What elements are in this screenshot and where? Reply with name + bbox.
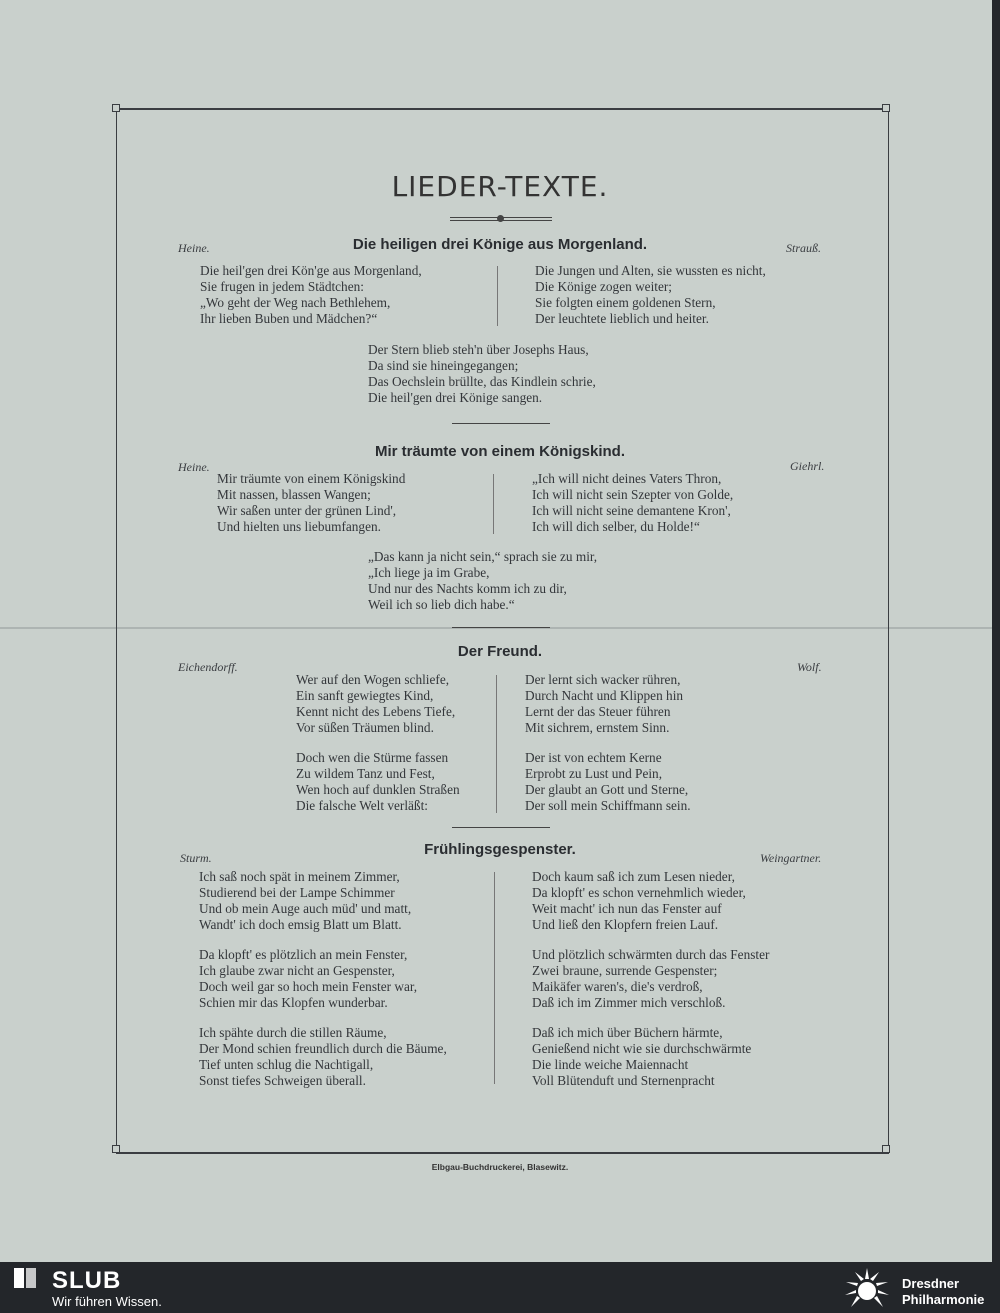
verse-line: Da klopft' es schon vernehmlich wieder,	[532, 885, 746, 900]
song-composer: Wolf.	[797, 660, 822, 674]
verse-line: Daß ich im Zimmer mich verschloß.	[532, 995, 726, 1010]
verse-line: Sie folgten einem goldenen Stern,	[535, 295, 716, 310]
verse-line: Die Jungen und Alten, sie wussten es nicht,	[535, 263, 766, 278]
verse-line: Sie frugen in jedem Städtchen:	[200, 279, 364, 294]
verse-line: „Ich will nicht deines Vaters Thron,	[532, 471, 722, 486]
verse-line: Durch Nacht und Klippen hin	[525, 688, 684, 703]
song-composer: Giehrl.	[790, 459, 825, 473]
partner-name-line2: Philharmonie	[902, 1292, 985, 1307]
song-composer: Weingartner.	[760, 851, 822, 865]
library-name: SLUB	[52, 1267, 122, 1294]
verse-line: Ihr lieben Buben und Mädchen?“	[200, 311, 378, 326]
verse-line: Die falsche Welt verläßt:	[296, 798, 428, 813]
verse-line: „Ich liege ja im Grabe,	[368, 565, 490, 580]
verse-line: Und hielten uns liebumfangen.	[217, 519, 381, 534]
verse-line: Wir saßen unter der grünen Lind',	[217, 503, 397, 518]
verse-line: Die heil'gen drei Könige sangen.	[368, 390, 543, 405]
verse-line: Ein sanft gewiegtes Kind,	[296, 688, 434, 703]
verse-line: Wandt' ich doch emsig Blatt um Blatt.	[199, 917, 402, 932]
border-corner	[112, 104, 120, 112]
partner-name-line1: Dresdner	[902, 1276, 960, 1291]
verse-line: Daß ich mich über Büchern härmte,	[532, 1025, 723, 1040]
printer-footer: Elbgau-Buchdruckerei, Blasewitz.	[431, 1162, 569, 1172]
verse-line: Da klopft' es plötzlich an mein Fenster,	[199, 947, 408, 962]
verse-line: Die heil'gen drei Kön'ge aus Morgenland,	[200, 263, 422, 278]
song-poet: Eichendorff.	[178, 660, 238, 674]
verse-line: Mit sichrem, ernstem Sinn.	[525, 720, 670, 735]
verse-line: Doch weil gar so hoch mein Fenster war,	[199, 979, 418, 994]
verse-line: Ich saß noch spät in meinem Zimmer,	[199, 869, 400, 884]
verse-line: Zu wildem Tanz und Fest,	[296, 766, 435, 781]
verse-line: Ich glaube zwar nicht an Gespenster,	[199, 963, 395, 978]
verse-line: Doch kaum saß ich zum Lesen nieder,	[532, 869, 735, 884]
column-divider	[497, 266, 498, 326]
verse-line: Der ist von echtem Kerne	[525, 750, 662, 765]
philharmonie-logo-icon	[843, 1265, 891, 1313]
verse-line: Ich will dich selber, du Holde!“	[532, 519, 700, 534]
section-separator	[452, 827, 550, 828]
section-separator	[452, 423, 550, 424]
song-poet: Heine.	[178, 241, 210, 255]
verse-line: Tief unten schlug die Nachtigall,	[199, 1057, 374, 1072]
column-divider	[496, 675, 497, 813]
verse-line: Der lernt sich wacker rühren,	[525, 672, 681, 687]
verse-line: Der Mond schien freundlich durch die Bäume,	[199, 1041, 447, 1056]
verse-line: Und ließ den Klopfern freien Lauf.	[532, 917, 719, 932]
verse-line: Ich will nicht seine demantene Kron',	[532, 503, 731, 518]
slub-logo-icon	[12, 1266, 38, 1290]
page-title: LIEDER-TEXTE.	[391, 170, 609, 203]
verse-line: Sonst tiefes Schweigen überall.	[199, 1073, 366, 1088]
verse-line: Und ob mein Auge auch müd' und matt,	[199, 901, 412, 916]
verse-line: Weit macht' ich nun das Fenster auf	[532, 901, 722, 916]
verse-line: Vor süßen Träumen blind.	[296, 720, 434, 735]
verse-line: Wer auf den Wogen schliefe,	[296, 672, 450, 687]
verse-line: Maikäfer waren's, die's verdroß,	[532, 979, 703, 994]
song-poet: Heine.	[178, 460, 210, 474]
verse-line: Da sind sie hineingegangen;	[368, 358, 519, 373]
song-heading: Der Freund.	[457, 643, 543, 660]
verse-line: Erprobt zu Lust und Pein,	[525, 766, 663, 781]
title-ornament	[450, 216, 552, 222]
verse-line: Mit nassen, blassen Wangen;	[217, 487, 371, 502]
verse-line: Der leuchtete lieblich und heiter.	[535, 311, 709, 326]
border-corner	[882, 104, 890, 112]
verse-line: Doch wen die Stürme fassen	[296, 750, 449, 765]
border-corner	[882, 1145, 890, 1153]
song-heading: Die heiligen drei Könige aus Morgenland.	[352, 236, 648, 253]
verse-line: Das Oechslein brüllte, das Kindlein schrie,	[368, 374, 596, 389]
verse-line: Die linde weiche Maiennacht	[532, 1057, 689, 1072]
verse-line: „Wo geht der Weg nach Bethlehem,	[200, 295, 391, 310]
verse-line: Ich spähte durch die stillen Räume,	[199, 1025, 387, 1040]
verse-line: Genießend nicht wie sie durchschwärmte	[532, 1041, 752, 1056]
verse-line: Ich will nicht sein Szepter von Golde,	[532, 487, 734, 502]
column-divider	[493, 474, 494, 534]
border-corner	[112, 1145, 120, 1153]
verse-line: Weil ich so lieb dich habe.“	[368, 597, 515, 612]
verse-line: Der soll mein Schiffmann sein.	[525, 798, 691, 813]
song-composer: Strauß.	[786, 241, 822, 255]
verse-line: Und nur des Nachts komm ich zu dir,	[368, 581, 567, 596]
song-heading: Frühlingsgespenster.	[424, 841, 576, 858]
verse-line: Lernt der das Steuer führen	[525, 704, 671, 719]
song-poet: Sturm.	[180, 851, 212, 865]
song-heading: Mir träumte von einem Königskind.	[374, 443, 626, 460]
verse-line: Der glaubt an Gott und Sterne,	[525, 782, 689, 797]
verse-line: Studierend bei der Lampe Schimmer	[199, 885, 395, 900]
verse-line: Mir träumte von einem Königskind	[217, 471, 406, 486]
verse-line: Voll Blütenduft und Sternenpracht	[532, 1073, 715, 1088]
verse-line: Und plötzlich schwärmten durch das Fenster	[532, 947, 770, 962]
verse-line: Zwei braune, surrende Gespenster;	[532, 963, 718, 978]
verse-line: Schien mir das Klopfen wunderbar.	[199, 995, 388, 1010]
section-separator	[452, 627, 550, 628]
column-divider	[494, 872, 495, 1084]
library-tagline: Wir führen Wissen.	[52, 1294, 162, 1309]
verse-line: Kennt nicht des Lebens Tiefe,	[296, 704, 456, 719]
verse-line: Wen hoch auf dunklen Straßen	[296, 782, 460, 797]
verse-line: Der Stern blieb steh'n über Josephs Haus,	[368, 342, 589, 357]
verse-line: Die Könige zogen weiter;	[535, 279, 672, 294]
verse-line: „Das kann ja nicht sein,“ sprach sie zu mir,	[368, 549, 598, 564]
